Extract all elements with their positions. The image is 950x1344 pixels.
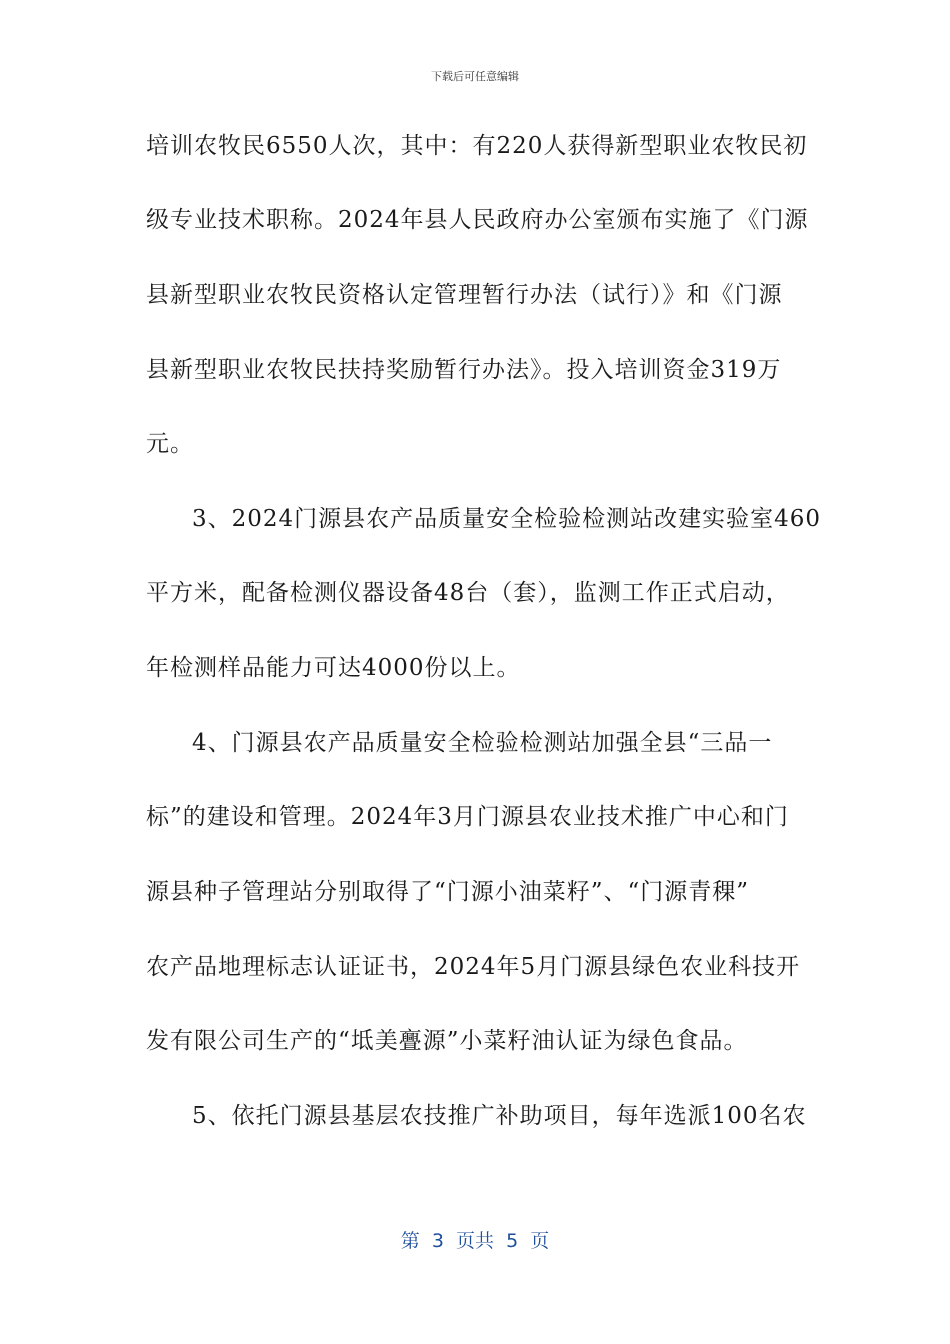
body-text-line: 级专业技术职称。2024年县人民政府办公室颁布实施了《门源 — [146, 207, 809, 233]
body-text-line: 县新型职业农牧民资格认定管理暂行办法（试行）》和《门源 — [146, 282, 783, 308]
body-text-line: 标”的建设和管理。2024年3月门源县农业技术推广中心和门 — [146, 804, 789, 830]
paragraph-4-first-line: 4、门源县农产品质量安全检验检测站加强全县“三品一 — [192, 730, 773, 756]
body-text-line: 培训农牧民6550人次，其中：有220人获得新型职业农牧民初 — [146, 133, 808, 159]
body-text-line: 元。 — [146, 431, 194, 457]
header-note: 下载后可任意编辑 — [431, 70, 519, 83]
body-text-line: 平方米，配备检测仪器设备48台（套），监测工作正式启动， — [146, 580, 790, 606]
body-text-line: 源县种子管理站分别取得了“门源小油菜籽”、“门源青稞” — [146, 879, 750, 905]
body-text-line: 年检测样品能力可达4000份以上。 — [146, 655, 521, 681]
paragraph-5-first-line: 5、依托门源县基层农技推广补助项目，每年选派100名农 — [192, 1103, 807, 1129]
page-number-footer: 第 3 页共 5 页 — [400, 1230, 550, 1252]
body-text-line: 发有限公司生产的“坻美亹源”小菜籽油认证为绿色食品。 — [146, 1028, 748, 1054]
body-text-line: 县新型职业农牧民扶持奖励暂行办法》。投入培训资金319万 — [146, 357, 782, 383]
paragraph-3-first-line: 3、2024门源县农产品质量安全检验检测站改建实验室460 — [192, 506, 822, 532]
body-text-line: 农产品地理标志认证证书，2024年5月门源县绿色农业科技开 — [146, 954, 801, 980]
